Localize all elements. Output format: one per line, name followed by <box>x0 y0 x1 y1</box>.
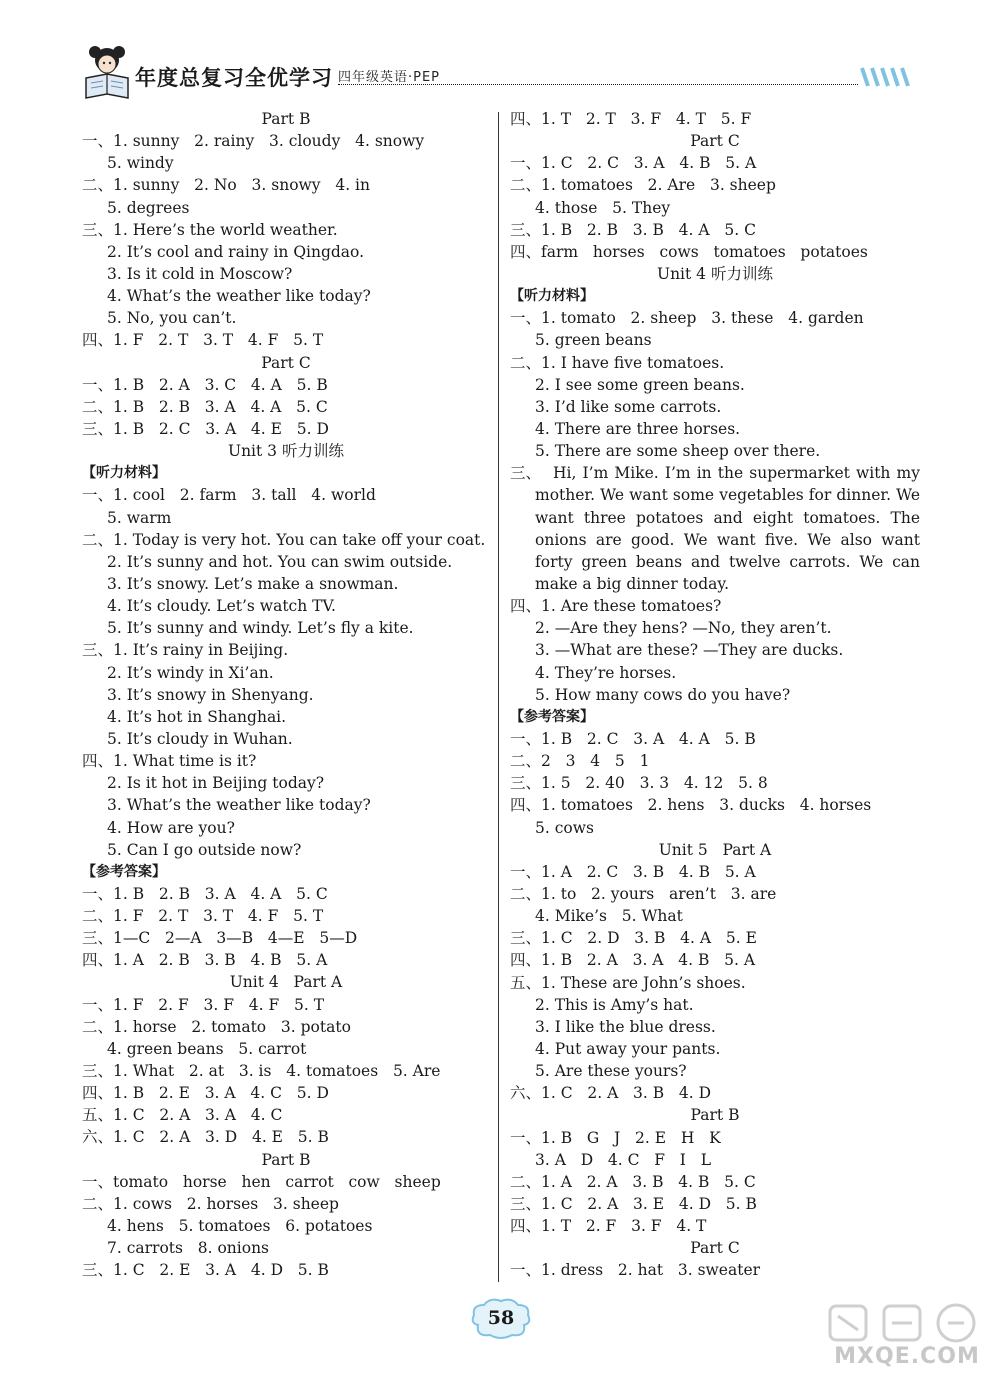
answer-line: 一、1. B 2. B 3. A 4. A 5. C <box>82 884 328 903</box>
answer-line: 3. It’s snowy. Let’s make a snowman. <box>107 574 399 593</box>
answer-line: 5. cows <box>535 818 594 837</box>
watermark-logo-icon <box>822 1300 992 1348</box>
answer-line: 二、1. B 2. B 3. A 4. A 5. C <box>82 397 328 416</box>
answer-line: 三、1. B 2. B 3. B 4. A 5. C <box>510 220 756 239</box>
section-heading: Part B <box>261 110 311 128</box>
answer-line: 3. What’s the weather like today? <box>107 796 371 815</box>
answer-line: 六、1. C 2. A 3. B 4. D <box>510 1084 712 1103</box>
answer-line: 四、1. Are these tomatoes? <box>510 597 722 616</box>
answer-line: 2. —Are they hens? —No, they aren’t. <box>535 619 832 638</box>
answer-line: 一、tomato horse hen carrot cow sheep <box>82 1172 441 1191</box>
answer-line: 六、1. C 2. A 3. D 4. E 5. B <box>82 1128 329 1147</box>
answer-line: 4. How are you? <box>107 818 235 837</box>
answer-line: 三、1. It’s rainy in Beijing. <box>82 641 289 660</box>
answer-line: 5. green beans <box>535 331 652 350</box>
answer-line: 4. What’s the weather like today? <box>107 287 371 306</box>
answer-line: 4. There are three horses. <box>535 419 741 438</box>
answer-line: 4. hens 5. tomatoes 6. potatoes <box>107 1217 373 1236</box>
section-heading: Unit 3 听力训练 <box>228 442 344 461</box>
series-title: 年度总复习全优学习 <box>135 66 333 90</box>
answer-line: 一、1. B 2. C 3. A 4. A 5. B <box>510 730 756 749</box>
answer-line: 3. I’d like some carrots. <box>535 397 722 416</box>
section-heading: Part B <box>261 1150 311 1169</box>
answer-line: 四、1. T 2. T 3. F 4. T 5. F <box>510 110 752 128</box>
answer-line: 5. Are these yours? <box>535 1062 687 1081</box>
answer-line: 二、1. I have five tomatoes. <box>510 353 725 372</box>
answer-line: 一、1. A 2. C 3. B 4. B 5. A <box>510 862 756 881</box>
answer-line: 4. It’s cloudy. Let’s watch TV. <box>107 597 336 616</box>
answer-line: 二、1. tomatoes 2. Are 3. sheep <box>510 176 776 195</box>
answer-line: 三、1. 5 2. 40 3. 3 4. 12 5. 8 <box>510 774 768 793</box>
answer-line: 二、1. F 2. T 3. T 4. F 5. T <box>82 907 324 926</box>
answer-line: 二、2 3 4 5 1 <box>510 752 650 771</box>
header-rule <box>338 84 858 85</box>
answer-line: 一、1. F 2. F 3. F 4. F 5. T <box>82 995 325 1014</box>
answer-line: 5. It’s cloudy in Wuhan. <box>107 729 293 748</box>
bracket-label: 【参考答案】 <box>510 708 594 725</box>
answer-line: 二、1. Today is very hot. You can take off your coat. <box>82 530 486 549</box>
answer-line: 5. No, you can’t. <box>107 309 237 328</box>
answer-line: 四、farm horses cows tomatoes potatoes <box>510 242 868 261</box>
answer-line: 2. I see some green beans. <box>535 375 745 394</box>
answer-line: 三、1—C 2—A 3—B 4—E 5—D <box>82 929 358 948</box>
answer-line: 三、1. C 2. E 3. A 4. D 5. B <box>82 1261 329 1280</box>
section-heading: Part B <box>690 1106 740 1125</box>
page-number: 58 <box>487 1307 515 1329</box>
answer-line: 3. A D 4. C F I L <box>535 1150 711 1169</box>
right-column <box>510 108 920 1282</box>
section-heading: Unit 4 Part A <box>229 973 343 992</box>
answer-line: 5. Can I go outside now? <box>107 840 302 859</box>
answer-line: 3. It’s snowy in Shenyang. <box>107 685 314 704</box>
page-header <box>0 0 1000 110</box>
answer-line: 四、1. A 2. B 3. B 4. B 5. A <box>82 951 328 970</box>
watermark-text: MXQE.COM <box>834 1344 980 1369</box>
answer-line: 5. It’s sunny and windy. Let’s fly a kite. <box>107 619 414 638</box>
answer-line: 二、1. horse 2. tomato 3. potato <box>82 1017 351 1036</box>
answer-line: 7. carrots 8. onions <box>107 1239 270 1258</box>
right-column-bottom <box>510 595 920 1281</box>
answer-line: 二、1. A 2. A 3. B 4. B 5. C <box>510 1172 756 1191</box>
answer-line: 二、1. cows 2. horses 3. sheep <box>82 1194 339 1213</box>
answer-line: 四、1. B 2. A 3. A 4. B 5. A <box>510 951 756 970</box>
answer-line: 5. There are some sheep over there. <box>535 442 821 461</box>
section-heading: Unit 5 Part A <box>658 840 772 859</box>
answer-line: 2. This is Amy’s hat. <box>535 995 694 1014</box>
section-heading: Part C <box>690 1239 740 1258</box>
answer-line: 二、1. sunny 2. No 3. snowy 4. in <box>82 176 370 195</box>
watermark <box>822 1300 992 1380</box>
answer-line: 一、1. C 2. C 3. A 4. B 5. A <box>510 154 757 173</box>
answer-line: 4. those 5. They <box>535 198 671 217</box>
answer-line: 四、1. B 2. E 3. A 4. C 5. D <box>82 1084 329 1103</box>
answer-line: 五、1. These are John’s shoes. <box>510 973 746 992</box>
passage-number: 三、 <box>510 464 542 483</box>
answer-line: 四、1. F 2. T 3. T 4. F 5. T <box>82 331 324 350</box>
answer-line: 四、1. T 2. F 3. F 4. T <box>510 1217 707 1236</box>
answer-line: 三、1. What 2. at 3. is 4. tomatoes 5. Are <box>82 1062 441 1081</box>
reading-child-mascot-icon <box>82 44 132 102</box>
answer-line: 5. warm <box>107 508 172 527</box>
answer-line: 一、1. B 2. A 3. C 4. A 5. B <box>82 375 328 394</box>
section-heading: Unit 4 听力训练 <box>657 264 773 283</box>
column-divider <box>498 112 499 1282</box>
left-column <box>82 108 490 1281</box>
page-number-badge <box>468 1295 534 1341</box>
answer-line: 4. green beans 5. carrot <box>107 1039 307 1058</box>
listening-passage <box>510 462 920 595</box>
answer-line: 3. Is it cold in Moscow? <box>107 264 293 283</box>
answer-line: 三、1. C 2. A 3. E 4. D 5. B <box>510 1194 757 1213</box>
answer-line: 5. windy <box>107 154 174 173</box>
decorative-stripes-icon <box>858 66 918 88</box>
right-column-top <box>510 108 920 462</box>
answer-line: 一、1. cool 2. farm 3. tall 4. world <box>82 486 376 505</box>
bracket-label: 【听力材料】 <box>82 465 166 482</box>
answer-line: 5. How many cows do you have? <box>535 685 791 704</box>
answer-line: 三、1. Here’s the world weather. <box>82 220 338 239</box>
answer-line: 五、1. C 2. A 3. A 4. C <box>82 1106 283 1125</box>
passage-text: Hi, I’m Mike. I’m in the supermarket with my mother. We want some vegetables for dinner. We want three potatoes and eight tomatoes. The onions are good. We want five. We also want forty green beans and twelve carrots. We can make a big dinner today. <box>535 464 920 594</box>
answer-line: 3. —What are these? —They are ducks. <box>535 641 844 660</box>
answer-line: 2. It’s sunny and hot. You can swim outside. <box>107 552 453 571</box>
answer-line: 四、1. tomatoes 2. hens 3. ducks 4. horses <box>510 796 872 815</box>
answer-line: 5. degrees <box>107 198 190 217</box>
answer-line: 2. It’s windy in Xi’an. <box>107 663 274 682</box>
bracket-label: 【参考答案】 <box>82 863 166 880</box>
answer-line: 2. It’s cool and rainy in Qingdao. <box>107 242 365 261</box>
answer-line: 4. Put away your pants. <box>535 1040 721 1058</box>
answer-line: 四、1. What time is it? <box>82 752 257 771</box>
answer-line: 一、1. dress 2. hat 3. sweater <box>510 1261 761 1280</box>
answer-line: 2. Is it hot in Beijing today? <box>107 774 325 793</box>
bracket-label: 【听力材料】 <box>510 288 594 305</box>
answer-line: 4. Mike’s 5. What <box>535 907 683 926</box>
answer-line: 4. It’s hot in Shanghai. <box>107 707 287 726</box>
answer-line: 3. I like the blue dress. <box>535 1017 716 1036</box>
section-heading: Part C <box>261 353 311 372</box>
answer-line: 三、1. B 2. C 3. A 4. E 5. D <box>82 419 329 438</box>
answer-line: 三、1. C 2. D 3. B 4. A 5. E <box>510 929 757 948</box>
answer-line: 4. They’re horses. <box>535 663 677 682</box>
section-heading: Part C <box>690 132 740 151</box>
answer-line: 一、1. B G J 2. E H K <box>510 1128 721 1147</box>
answer-line: 一、1. tomato 2. sheep 3. these 4. garden <box>510 309 864 328</box>
grade-subject-label: 四年级英语·PEP <box>338 70 441 85</box>
answer-line: 一、1. sunny 2. rainy 3. cloudy 4. snowy <box>82 132 425 151</box>
answer-line: 二、1. to 2. yours aren’t 3. are <box>510 885 777 904</box>
